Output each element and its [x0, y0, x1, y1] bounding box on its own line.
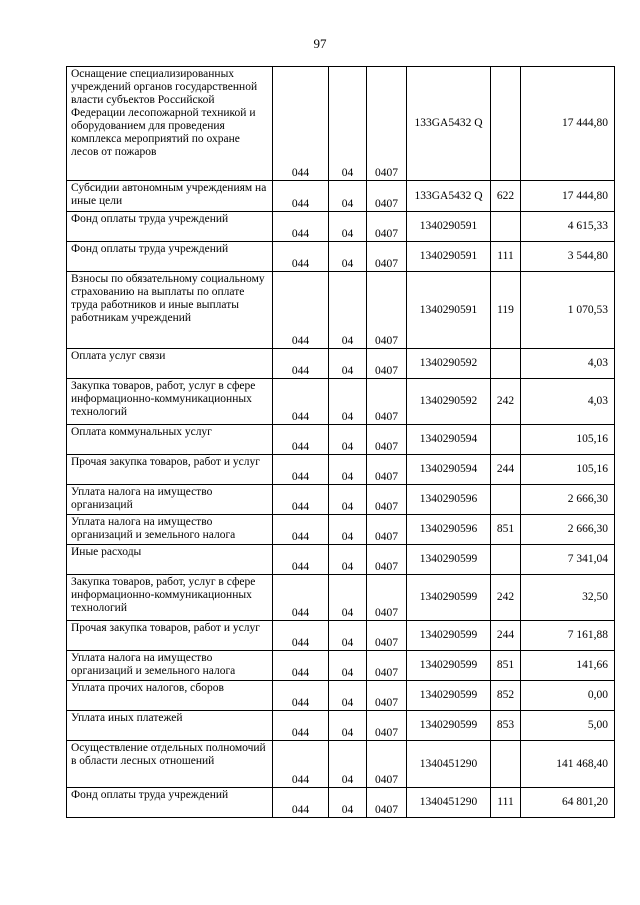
section-code: 04 — [329, 425, 367, 455]
amount: 2 666,30 — [521, 515, 615, 545]
expense-type-code — [491, 741, 521, 788]
section-code: 04 — [329, 212, 367, 242]
table-row — [67, 272, 615, 349]
target-article-code: 1340290592 — [407, 349, 491, 379]
expense-type-code: 851 — [491, 515, 521, 545]
table-row — [67, 67, 615, 181]
section-code: 04 — [329, 621, 367, 651]
page-number: 97 — [313, 36, 327, 51]
expense-type-code: 111 — [491, 788, 521, 818]
expense-name: Фонд оплаты труда учреждений — [67, 242, 273, 272]
expense-name: Уплата прочих налогов, сборов — [67, 681, 273, 711]
expense-type-code — [491, 485, 521, 515]
section-code: 04 — [329, 455, 367, 485]
subsection-code: 0407 — [367, 711, 407, 741]
expense-name: Взносы по обязательному социальному страхованию на выплаты по оплате труда работников и иные выплаты работникам учреждений — [67, 272, 273, 349]
amount: 17 444,80 — [521, 67, 615, 181]
expense-name: Оснащение специализированных учреждений органов государственной власти субъектов Российской Федерации лесопожарной техникой и оборудованием для проведения комплекса мероприятий по охране лесов от пожаров — [67, 67, 273, 181]
expense-type-code: 244 — [491, 455, 521, 485]
amount: 32,50 — [521, 575, 615, 621]
target-article-code: 1340290596 — [407, 485, 491, 515]
admin-code: 044 — [273, 788, 329, 818]
admin-code: 044 — [273, 455, 329, 485]
expense-name: Прочая закупка товаров, работ и услуг — [67, 455, 273, 485]
subsection-code: 0407 — [367, 545, 407, 575]
section-code: 04 — [329, 272, 367, 349]
expense-name: Закупка товаров, работ, услуг в сфере информационно-коммуникационных технологий — [67, 379, 273, 425]
section-code: 04 — [329, 181, 367, 212]
subsection-code: 0407 — [367, 741, 407, 788]
subsection-code: 0407 — [367, 425, 407, 455]
section-code: 04 — [329, 651, 367, 681]
section-code: 04 — [329, 711, 367, 741]
table-row — [67, 545, 615, 575]
target-article-code: 1340290599 — [407, 681, 491, 711]
admin-code: 044 — [273, 741, 329, 788]
expense-type-code — [491, 545, 521, 575]
expense-type-code — [491, 425, 521, 455]
admin-code: 044 — [273, 621, 329, 651]
expense-type-code: 119 — [491, 272, 521, 349]
admin-code: 044 — [273, 545, 329, 575]
subsection-code: 0407 — [367, 788, 407, 818]
expense-name: Фонд оплаты труда учреждений — [67, 212, 273, 242]
target-article-code: 1340290596 — [407, 515, 491, 545]
expense-name: Уплата иных платежей — [67, 711, 273, 741]
target-article-code: 1340290594 — [407, 425, 491, 455]
table-body — [67, 67, 615, 818]
target-article-code: 1340290591 — [407, 272, 491, 349]
subsection-code: 0407 — [367, 681, 407, 711]
expense-name: Закупка товаров, работ, услуг в сфере информационно-коммуникационных технологий — [67, 575, 273, 621]
expense-type-code: 622 — [491, 181, 521, 212]
table-row — [67, 741, 615, 788]
table-row — [67, 621, 615, 651]
amount: 105,16 — [521, 455, 615, 485]
expense-name: Уплата налога на имущество организаций и земельного налога — [67, 651, 273, 681]
subsection-code: 0407 — [367, 485, 407, 515]
target-article-code: 1340290599 — [407, 711, 491, 741]
expense-type-code — [491, 349, 521, 379]
table-row — [67, 379, 615, 425]
amount: 1 070,53 — [521, 272, 615, 349]
budget-table — [66, 66, 615, 818]
admin-code: 044 — [273, 485, 329, 515]
table-row — [67, 455, 615, 485]
table-row — [67, 515, 615, 545]
target-article-code: 1340290594 — [407, 455, 491, 485]
table-row — [67, 181, 615, 212]
subsection-code: 0407 — [367, 379, 407, 425]
expense-name: Субсидии автономным учреждениям на иные цели — [67, 181, 273, 212]
amount: 17 444,80 — [521, 181, 615, 212]
admin-code: 044 — [273, 242, 329, 272]
admin-code: 044 — [273, 181, 329, 212]
expense-name: Фонд оплаты труда учреждений — [67, 788, 273, 818]
table-row — [67, 788, 615, 818]
expense-type-code: 853 — [491, 711, 521, 741]
amount: 7 341,04 — [521, 545, 615, 575]
target-article-code: 1340290599 — [407, 621, 491, 651]
admin-code: 044 — [273, 711, 329, 741]
target-article-code: 133GA5432 Q — [407, 67, 491, 181]
target-article-code: 1340290599 — [407, 575, 491, 621]
admin-code: 044 — [273, 681, 329, 711]
section-code: 04 — [329, 515, 367, 545]
subsection-code: 0407 — [367, 621, 407, 651]
expense-name: Осуществление отдельных полномочий в области лесных отношений — [67, 741, 273, 788]
admin-code: 044 — [273, 349, 329, 379]
section-code: 04 — [329, 379, 367, 425]
section-code: 04 — [329, 575, 367, 621]
admin-code: 044 — [273, 67, 329, 181]
target-article-code: 1340290599 — [407, 651, 491, 681]
amount: 64 801,20 — [521, 788, 615, 818]
admin-code: 044 — [273, 575, 329, 621]
section-code: 04 — [329, 349, 367, 379]
target-article-code: 1340290592 — [407, 379, 491, 425]
table-row — [67, 651, 615, 681]
admin-code: 044 — [273, 651, 329, 681]
table-row — [67, 242, 615, 272]
amount: 105,16 — [521, 425, 615, 455]
subsection-code: 0407 — [367, 651, 407, 681]
amount: 141,66 — [521, 651, 615, 681]
subsection-code: 0407 — [367, 349, 407, 379]
amount: 4,03 — [521, 379, 615, 425]
expense-name: Оплата услуг связи — [67, 349, 273, 379]
section-code: 04 — [329, 681, 367, 711]
target-article-code: 1340290599 — [407, 545, 491, 575]
amount: 3 544,80 — [521, 242, 615, 272]
subsection-code: 0407 — [367, 242, 407, 272]
expense-type-code: 244 — [491, 621, 521, 651]
expense-type-code: 851 — [491, 651, 521, 681]
subsection-code: 0407 — [367, 67, 407, 181]
expense-name: Уплата налога на имущество организаций — [67, 485, 273, 515]
admin-code: 044 — [273, 379, 329, 425]
target-article-code: 1340451290 — [407, 741, 491, 788]
expense-name: Оплата коммунальных услуг — [67, 425, 273, 455]
expense-name: Прочая закупка товаров, работ и услуг — [67, 621, 273, 651]
target-article-code: 133GA5432 Q — [407, 181, 491, 212]
subsection-code: 0407 — [367, 515, 407, 545]
table-row — [67, 212, 615, 242]
amount: 141 468,40 — [521, 741, 615, 788]
section-code: 04 — [329, 741, 367, 788]
expense-type-code — [491, 67, 521, 181]
amount: 2 666,30 — [521, 485, 615, 515]
expense-type-code: 111 — [491, 242, 521, 272]
table-row — [67, 425, 615, 455]
admin-code: 044 — [273, 212, 329, 242]
target-article-code: 1340451290 — [407, 788, 491, 818]
target-article-code: 1340290591 — [407, 242, 491, 272]
section-code: 04 — [329, 67, 367, 181]
expense-name: Уплата налога на имущество организаций и земельного налога — [67, 515, 273, 545]
amount: 7 161,88 — [521, 621, 615, 651]
section-code: 04 — [329, 242, 367, 272]
admin-code: 044 — [273, 425, 329, 455]
target-article-code: 1340290591 — [407, 212, 491, 242]
section-code: 04 — [329, 545, 367, 575]
expense-type-code: 242 — [491, 379, 521, 425]
expense-type-code: 242 — [491, 575, 521, 621]
subsection-code: 0407 — [367, 575, 407, 621]
table-row — [67, 349, 615, 379]
table-row — [67, 711, 615, 741]
admin-code: 044 — [273, 272, 329, 349]
section-code: 04 — [329, 485, 367, 515]
amount: 0,00 — [521, 681, 615, 711]
expense-type-code: 852 — [491, 681, 521, 711]
expense-name: Иные расходы — [67, 545, 273, 575]
amount: 4 615,33 — [521, 212, 615, 242]
section-code: 04 — [329, 788, 367, 818]
amount: 5,00 — [521, 711, 615, 741]
expense-type-code — [491, 212, 521, 242]
amount: 4,03 — [521, 349, 615, 379]
admin-code: 044 — [273, 515, 329, 545]
subsection-code: 0407 — [367, 455, 407, 485]
table-row — [67, 681, 615, 711]
subsection-code: 0407 — [367, 212, 407, 242]
table-row — [67, 485, 615, 515]
table-row — [67, 575, 615, 621]
subsection-code: 0407 — [367, 181, 407, 212]
subsection-code: 0407 — [367, 272, 407, 349]
